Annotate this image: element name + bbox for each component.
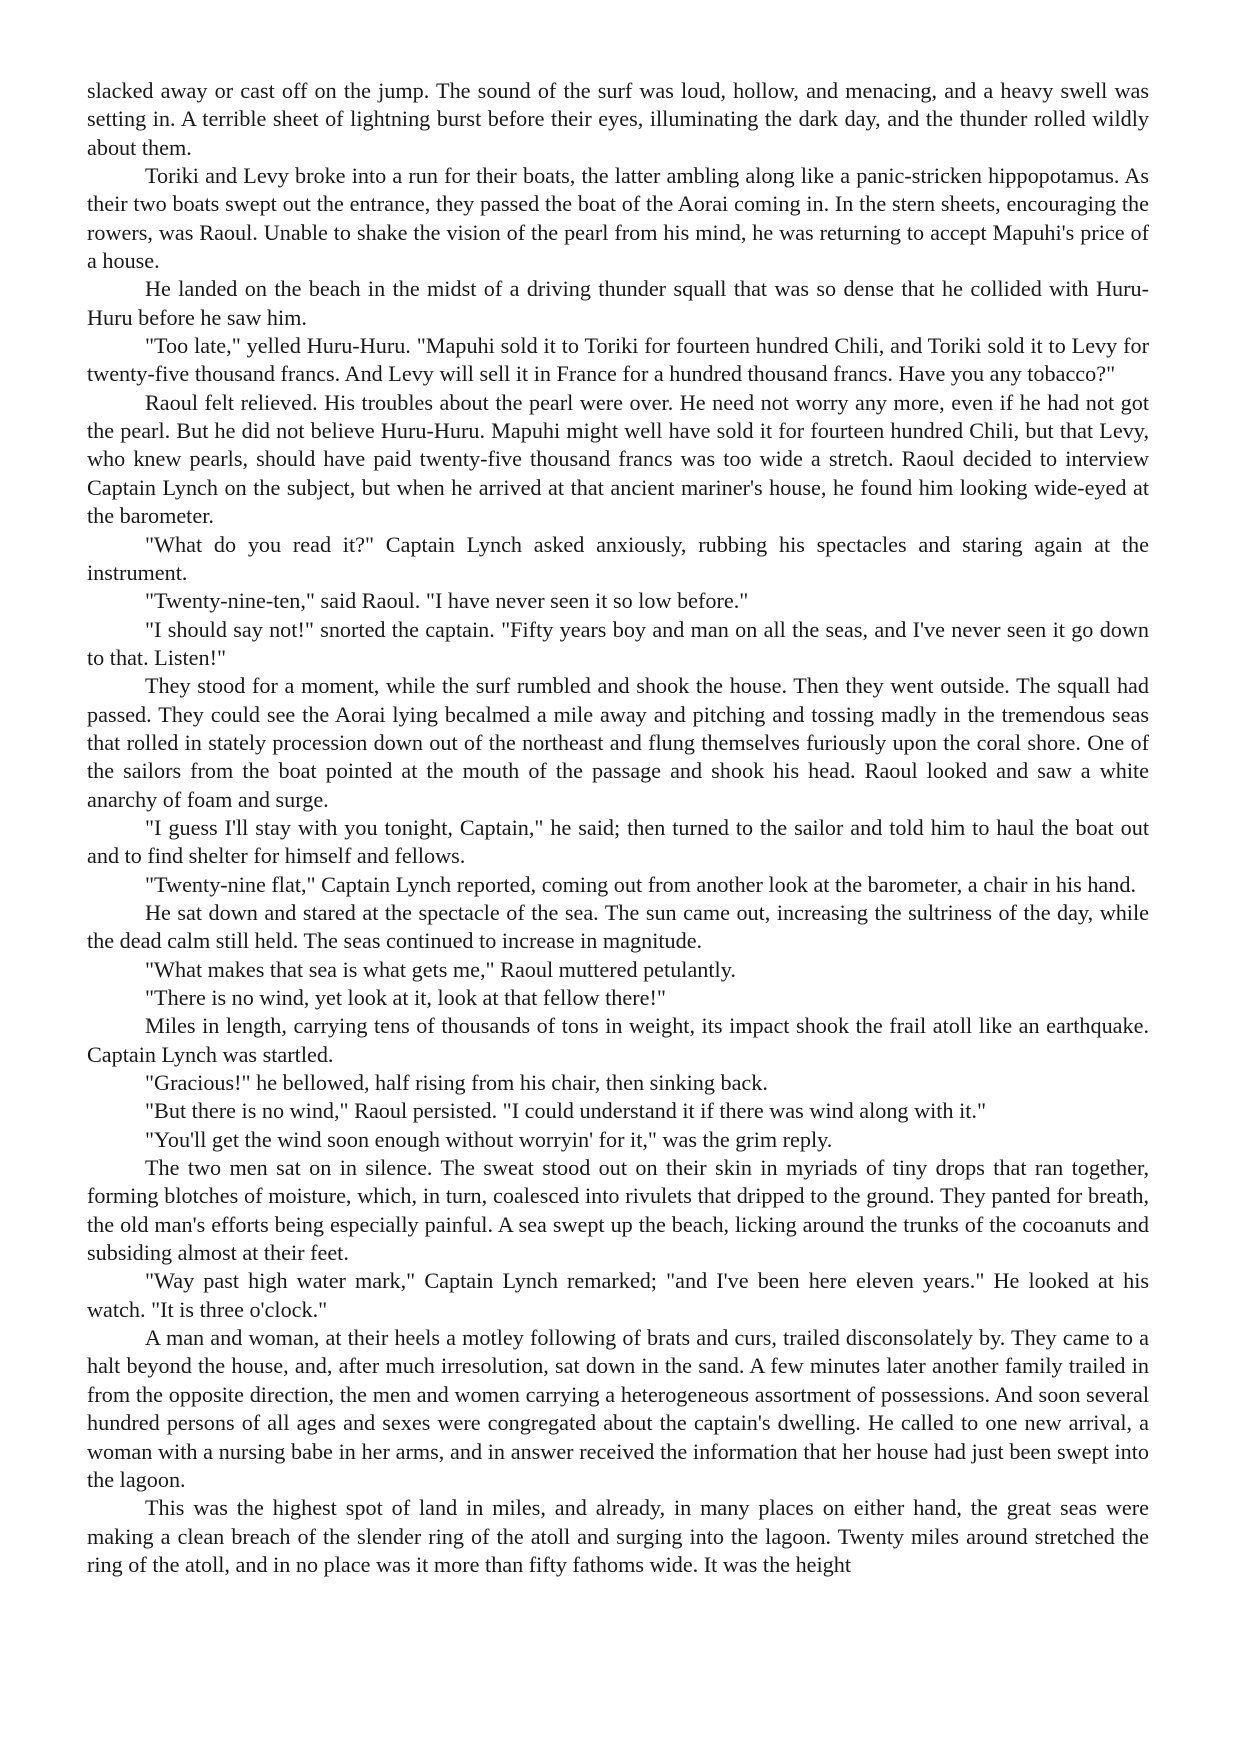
- paragraph-4: "Too late," yelled Huru-Huru. "Mapuhi sold it to Toriki for fourteen hundred Chili, and Toriki sold it to Levy for twenty-five thousand francs. And Levy will sell it in France for a hundred thousand francs. Have you any tobacco?": [87, 333, 1149, 387]
- paragraph-14: "There is no wind, yet look at it, look at that fellow there!": [145, 985, 666, 1010]
- paragraph-11: "Twenty-nine flat," Captain Lynch reported, coming out from another look at the barometer, a chair in his hand.: [145, 871, 1137, 897]
- paragraph-7: "Twenty-nine-ten," said Raoul. "I have never seen it so low before.": [145, 588, 749, 614]
- paragraph-22: This was the highest spot of land in miles, and already, in many places on either hand, the great seas were making a clean breach of the slender ring of the atoll and surging into the lagoon. Twenty miles around stretched the ring of the atoll, and in no place was it more than fifty fathoms wide. It was the height: [87, 1495, 1149, 1577]
- paragraph-5: Raoul felt relieved. His troubles about the pearl were over. He need not worry any more, even if he had not got the pearl. But he did not believe Huru-Huru. Mapuhi might well have sold it for fourteen hundred Chili, but that Levy, who knew pearls, should have paid twenty-five thousand francs was too wide a stretch. Raoul decided to interview Captain Lynch on the subject, but when he arrived at that ancient mariner's house, he found him looking wide-eyed at the barometer.: [87, 389, 1149, 529]
- paragraph-20: "Way past high water mark," Captain Lynch remarked; "and I've been here eleven years." He looked at his watch. "It is three o'clock.": [87, 1268, 1149, 1322]
- paragraph-21: A man and woman, at their heels a motley following of brats and curs, trailed disconsolately by. They came to a halt beyond the house, and, after much irresolution, sat down in the sand. A few minutes later another family trailed in from the opposite direction, the men and women carrying a heterogeneous assortment of possessions. And soon several hundred persons of all ages and sexes were congregated about the captain's dwelling. He called to one new arrival, a woman with a nursing babe in her arms, and in answer received the information that her house had just been swept into the lagoon.: [87, 1325, 1149, 1492]
- paragraph-8: "I should say not!" snorted the captain. "Fifty years boy and man on all the seas, and I've never seen it go down to that. Listen!": [87, 616, 1149, 670]
- paragraph-12: He sat down and stared at the spectacle of the sea. The sun came out, increasing the sultriness of the day, while the dead calm still held. The seas continued to increase in magnitude.: [87, 899, 1149, 954]
- paragraph-16: "Gracious!" he bellowed, half rising from his chair, then sinking back.: [145, 1070, 768, 1096]
- paragraph-1: slacked away or cast off on the jump. The sound of the surf was loud, hollow, and menacing, and a heavy swell was setting in. A terrible sheet of lightning burst before their eyes, illuminating the dark day, and the thunder rolled wildly about them.: [87, 78, 1149, 160]
- paragraph-6: "What do you read it?" Captain Lynch asked anxiously, rubbing his spectacles and staring again at the instrument.: [87, 531, 1149, 585]
- paragraph-17: "But there is no wind," Raoul persisted. "I could understand it if there was wind along with it.": [145, 1098, 987, 1124]
- paragraph-9: They stood for a moment, while the surf rumbled and shook the house. Then they went outside. The squall had passed. They could see the Aorai lying becalmed a mile away and pitching and tossing madly in the tremendous seas that rolled in stately procession down out of the northeast and flung themselves furiously upon the coral shore. One of the sailors from the boat pointed at the mouth of the passage and shook his head. Raoul looked and saw a white anarchy of foam and surge.: [87, 673, 1149, 812]
- paragraph-2: Toriki and Levy broke into a run for their boats, the latter ambling along like a panic-stricken hippopotamus. As their two boats swept out the entrance, they passed the boat of the Aorai coming in. In the stern sheets, encouraging the rowers, was Raoul. Unable to shake the vision of the pearl from his mind, he was returning to accept Mapuhi's price of a house.: [87, 163, 1149, 274]
- paragraph-15: Miles in length, carrying tens of thousands of tons in weight, its impact shook the frail atoll like an earthquake. Captain Lynch was startled.: [87, 1013, 1149, 1067]
- paragraph-3: He landed on the beach in the midst of a driving thunder squall that was so dense that he collided with Huru-Huru before he saw him.: [87, 276, 1149, 330]
- page-body: [87, 77, 1149, 1579]
- paragraph-18: "You'll get the wind soon enough without worryin' for it," was the grim reply.: [145, 1126, 833, 1152]
- paragraph-13: "What makes that sea is what gets me," Raoul muttered petulantly.: [145, 956, 736, 982]
- paragraph-19: The two men sat on in silence. The sweat stood out on their skin in myriads of tiny drops that ran together, forming blotches of moisture, which, in turn, coalesced into rivulets that dripped to the ground. They panted for breath, the old man's efforts being especially painful. A sea swept up the beach, licking around the trunks of the cocoanuts and subsiding almost at their feet.: [87, 1155, 1149, 1266]
- paragraph-10: "I guess I'll stay with you tonight, Captain," he said; then turned to the sailor and told him to haul the boat out and to find shelter for himself and fellows.: [87, 814, 1149, 869]
